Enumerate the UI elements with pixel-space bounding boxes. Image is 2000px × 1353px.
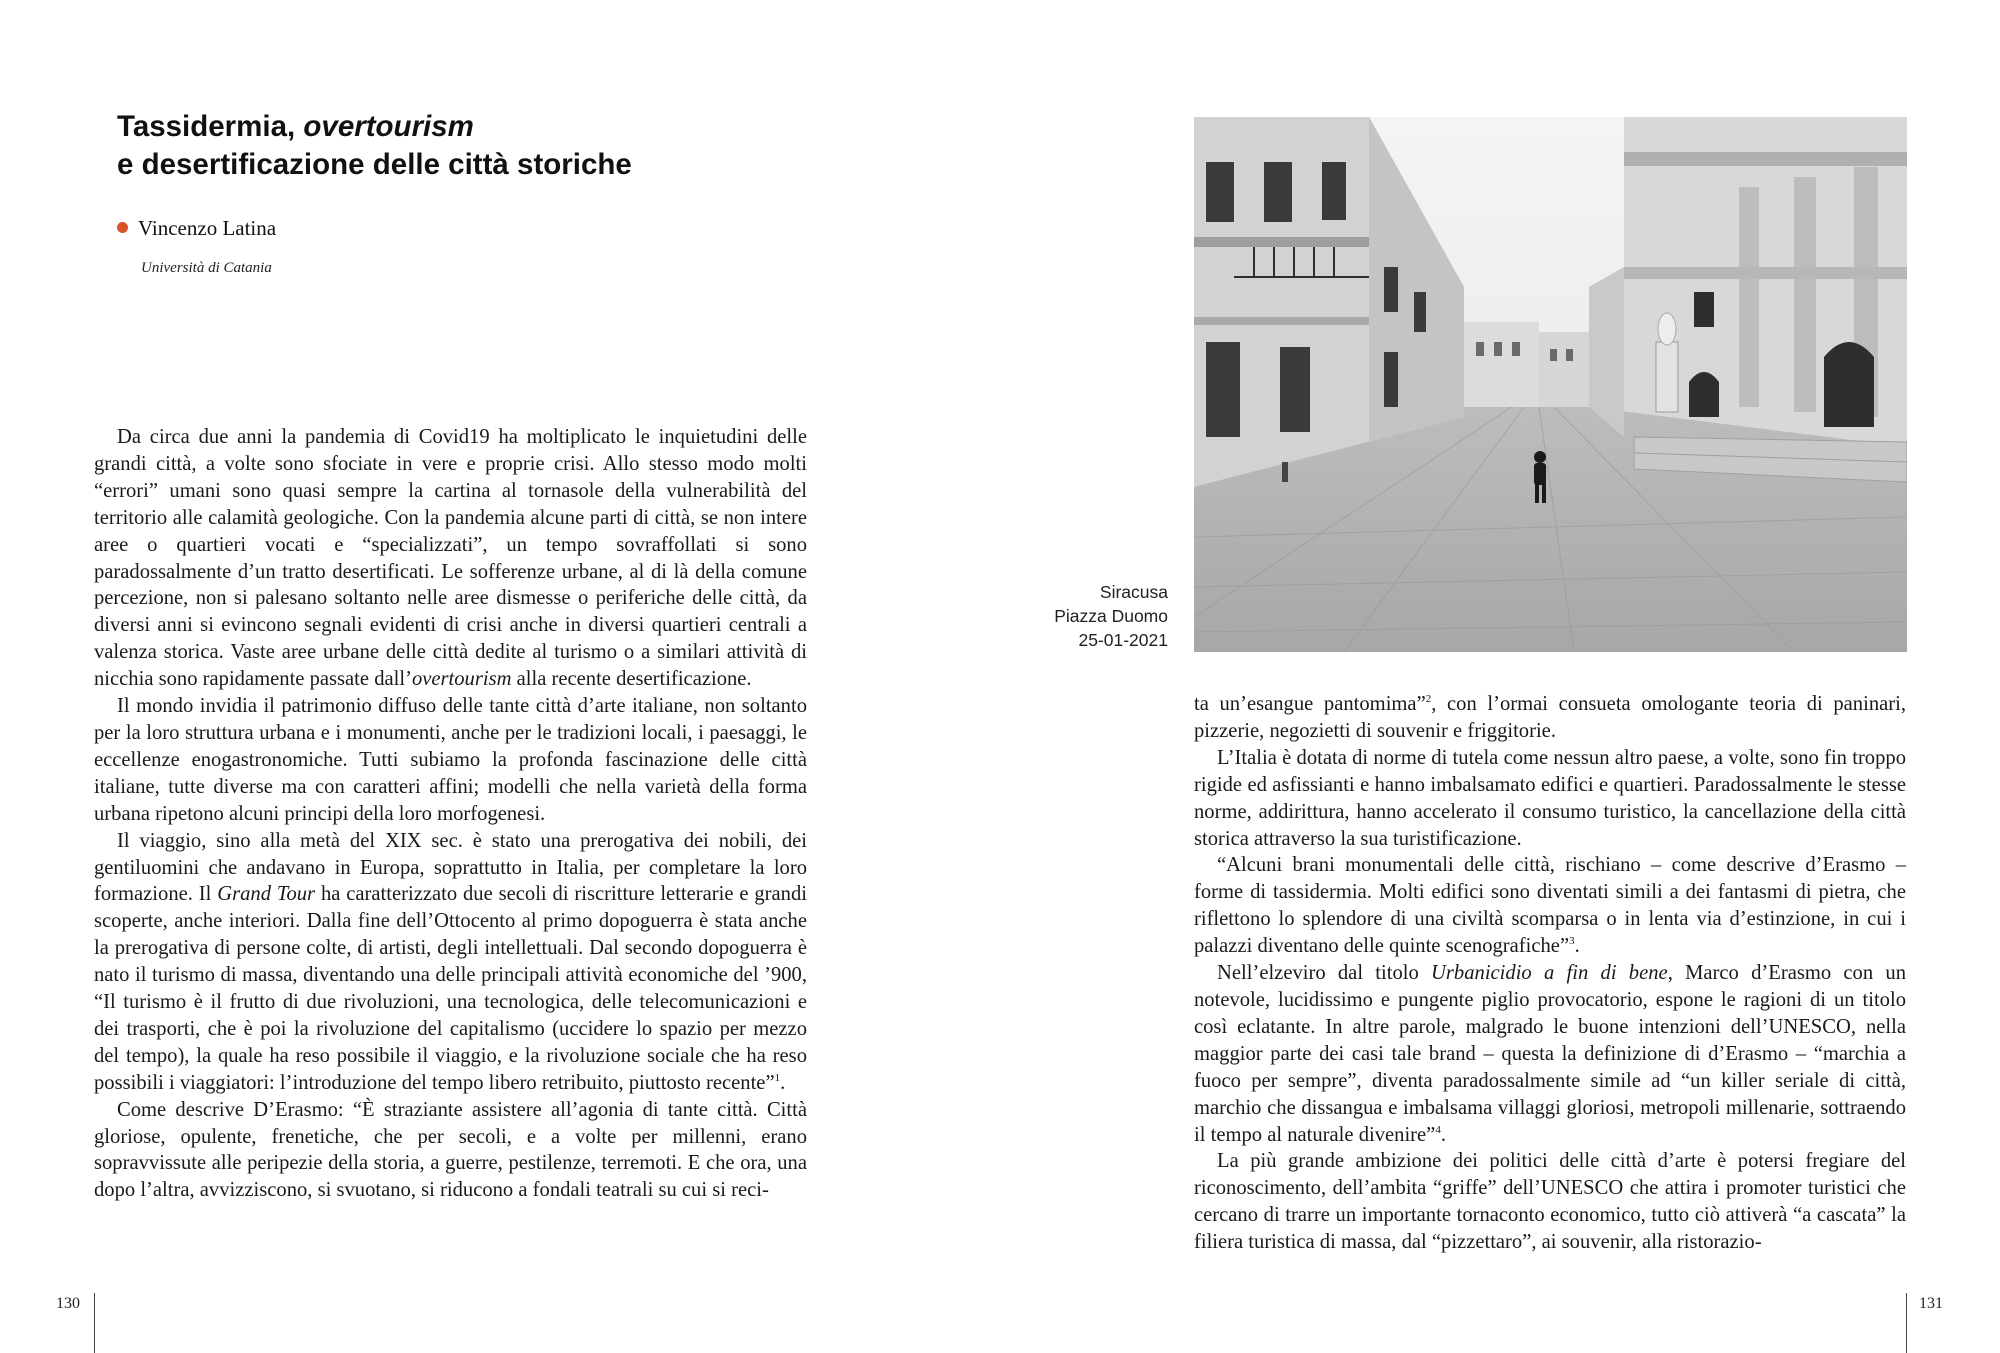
- caption-place: Siracusa: [1099, 582, 1168, 602]
- article-title: [117, 108, 877, 184]
- paragraph: La più grande ambizione dei politici delle città d’arte è potersi fregiare del riconoscimento, dell’ambita “griffe” dell’UNESCO che attira i promoter turistici che cercano di trarre un importante tornaconto economico, tutto ciò attiverà “a cascata” la filiera turistica di massa, dal “pizzettaro”, ai souvenir, alla ristorazio-: [1194, 1150, 1906, 1254]
- text-run: .: [1574, 935, 1580, 958]
- text-run: Il viaggio, sino alla metà del XIX sec. è stato una prerogativa dei nobili, dei gentiluomini che andavano in Europa, soprattutto in Italia, per completare la loro formazione. Il: [94, 829, 807, 906]
- footnote-ref[interactable]: 3: [1569, 935, 1575, 948]
- paragraph: [1194, 852, 1906, 960]
- paragraph: Il mondo invidia il patrimonio diffuso delle tante città d’arte italiane, non soltanto per la loro struttura urbana e i monumenti, anche per le tradizioni locali, i paesaggi, le eccellenze enogastronomiche. Tutti subiamo la profonda fascinazione delle città italiane, tutte diverse ma con caratteri affini; modelli che nella varietà della forma urbana ripetono alcuni principi della loro morfogenesi.: [94, 695, 807, 825]
- folio-rule: [94, 1293, 95, 1353]
- text-run: , con l’ormai consueta omologante teoria di paninari, pizzerie, negozietti di souvenir e friggitorie.: [1194, 693, 1906, 742]
- text-run: Da circa due anni la pandemia di Covid19 ha moltiplicato le inquietudini delle grandi città, a volte sono sfociate in vere e proprie crisi. Allo stesso modo molti “errori” umani sono quasi sempre la cartina al tornasole della vulnerabilità del territorio alle calamità geologiche. Con la pandemia alcune parti di città, se non intere aree o quartieri vocati e “specializzati”, un tempo sovraffollati si sono paradossalmente d’un tratto desertificati. Le sofferenze urbane, al di là della comune percezione, non si palesano soltanto nelle aree dismesse o periferiche delle città, da diversi anni si evincono segnali evidenti di crisi anche in diversi quartieri centrali a valenza storica. Vaste aree urbane delle città dedite al turismo o a similari attività di nicchia sono rapidamente passate dall’: [94, 426, 807, 691]
- piazza-photo: [1194, 117, 1907, 652]
- author: [117, 214, 276, 242]
- italic-term: Grand Tour: [217, 883, 316, 906]
- footnote-ref[interactable]: 1: [774, 1071, 781, 1084]
- paragraph: [1194, 960, 1906, 1148]
- text-run: Nell’elzeviro dal titolo: [1217, 962, 1432, 985]
- title-line1-plain: Tassidermia,: [117, 110, 304, 143]
- footnote-ref[interactable]: 4: [1435, 1123, 1441, 1136]
- text-run: .: [780, 1071, 786, 1094]
- italic-term: Urbanicidio a fin di bene: [1431, 962, 1668, 985]
- text-run: .: [1440, 1123, 1446, 1146]
- text-run: ta un’esangue pantomima”: [1194, 693, 1426, 715]
- bullet-icon: [117, 222, 128, 233]
- folio-rule: [1906, 1293, 1907, 1353]
- title-line1-italic: overtourism: [303, 110, 474, 143]
- page-number-right: 131: [1919, 1295, 1943, 1312]
- paragraph: [94, 828, 807, 1097]
- paragraph: Come descrive D’Erasmo: “È straziante assistere all’agonia di tante città. Città gloriose, opulente, frenetiche, che per secoli, e a volte per millenni, erano sopravvissute alle peripezie della storia, a guerre, pestilenze, terremoti. E che ora, una dopo l’altra, avvizziscono, si svuotano, si riducono a fondali teatrali su cui si reci-: [94, 1098, 807, 1202]
- text-run: ha caratterizzato due secoli di riscritture letterarie e grandi scoperte, anche interiori. Dalla fine dell’Ottocento al primo dopoguerra è stata anche la prerogativa di persone colte, di artisti, degli intellettuali. Dal secondo dopoguerra è nato il turismo di massa, diventando una delle principali attività economiche del ’900, “Il turismo è il frutto di due rivoluzioni, una tecnologica, delle telecomunicazioni e dei trasporti, che è poi la rivoluzione del capitalismo (uccidere lo spazio per mezzo del tempo), la quale ha reso possibile il viaggio, e la rivoluzione sociale che ha reso possibili i viaggiatori: l’introduzione del tempo libero retribuito, piuttosto recente”: [94, 883, 807, 1094]
- right-body-text: [1194, 691, 1906, 1256]
- paragraph: L’Italia è dotata di norme di tutela come nessun altro paese, a volte, sono fin troppo rigide ed asfissianti e hanno imbalsamato edifici e quartieri. Paradossalmente le stesse norme, addirittura, hanno accelerato il consumo turistico, la cancellazione della città storica attraverso la sua turistificazione.: [1194, 746, 1906, 850]
- photo-caption: [1040, 580, 1168, 652]
- text-run: , Marco d’Erasmo con un notevole, lucidissimo e pungente piglio provocatorio, espone le ragioni di un titolo così eclatante. In altre parole, malgrado le buone intenzioni dell’UNESCO, nella maggior parte dei casi tale brand – questa la definizione di d’Erasmo – “marchia a fuoco per sempre”, diventa paradossalmente simile ad “un killer seriale di città, marchio che dissangua e imbalsama villaggi gloriosi, metropoli millenarie, sottraendo il tempo al naturale divenire”: [1194, 962, 1906, 1146]
- text-run: “Alcuni brani monumentali delle città, rischiano – come descrive d’Erasmo – forme di tassidermia. Molti edifici sono diventati simili a dei fantasmi di pietra, che riflettono lo splendore di una civiltà scomparsa o in lenta via d’estinzione, in cui i palazzi diventano delle quinte scenografiche”: [1194, 854, 1906, 958]
- title-line2: e desertificazione delle città storiche: [117, 148, 632, 181]
- author-affiliation: Università di Catania: [141, 260, 272, 276]
- paragraph: [94, 424, 807, 693]
- page-number-left: 130: [56, 1295, 80, 1312]
- italic-term: overtourism: [411, 668, 512, 691]
- piazza-duomo-illustration: [1194, 117, 1907, 652]
- author-name: Vincenzo Latina: [138, 216, 277, 240]
- footnote-ref[interactable]: 2: [1425, 693, 1432, 705]
- caption-location: Piazza Duomo: [1054, 606, 1168, 626]
- right-page: [1000, 0, 2000, 1353]
- text-run: alla recente desertificazione.: [511, 668, 752, 691]
- paragraph: [1194, 691, 1906, 745]
- caption-date: 25-01-2021: [1078, 630, 1168, 650]
- left-body-text: [94, 424, 807, 1204]
